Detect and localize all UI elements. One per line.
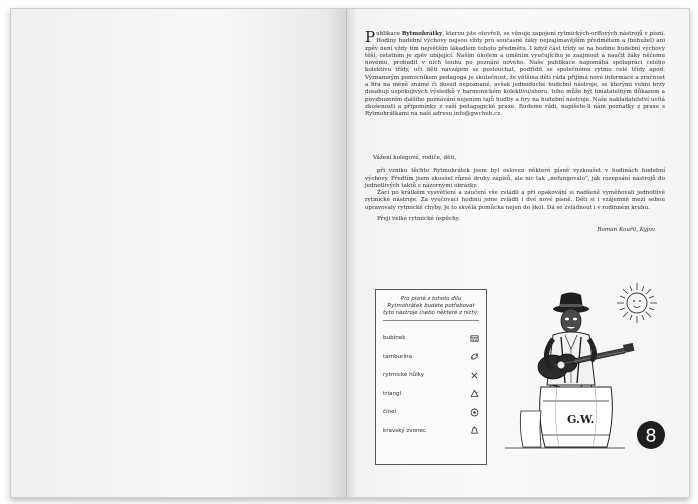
cymbal-icon bbox=[470, 408, 479, 417]
drop-cap: P bbox=[365, 28, 376, 46]
letter-greeting: Vážení kolegové, rodiče, děti, bbox=[373, 155, 457, 161]
barrel-label: G.W. bbox=[567, 413, 595, 426]
left-page-blank bbox=[10, 8, 346, 498]
instrument-label: triangl bbox=[383, 390, 402, 397]
instrument-label: tamburína bbox=[383, 353, 412, 360]
instrument-box-title: Pro písně z tohoto dílu Rytmohrátek budete potřebovat tyto nástroje (nebo některé z nich): bbox=[383, 296, 479, 316]
instrument-item-cowbell bbox=[383, 422, 479, 441]
intro-paragraph bbox=[365, 28, 665, 119]
letter-wishes: Přeji velké rytmické úspěchy. bbox=[377, 216, 460, 223]
instrument-list bbox=[383, 329, 479, 440]
intro-body: , kterou jste otevřeli, se věnuje zapojení rytmických-orffových nástrojů v písni. Hodiny hudební výchovy nejsou vždy pro současné žáky nejzajímavějším předmětem a (bohužel) ani zpěv není vždy tím největším lákadlem tohoto předmětu. I když část třídy se na hodinu hudební výchovy těší, ostatním je zpěv ubíjející. Naším úkolem a uměním vyučujícího je zaujmout a naučit žáky něčemu novému, probudit v nich touhu po poznání nového. Naše publikace napomáhá spolupráci celého kolektivu třídy, učí děti navzájem se poslouchat, podřídit se společnému rytmu celé třídy apod. Významným pomocníkem pedagoga je skutečnost, že většina dětí ráda přijímá nové informace a zručnost a hra na méně známé či dosud nepoznané, avšak jednoduché hudební nástroje, se kterými velmi brzy dosahují uspokojivých výsledků v harmonickém kolektivu/sboru, toho může být hmatatelným důkazem a povzbuzením dalšího poznávání nejenom tajů hudby a hry na hudební nástroje. Naše nakladatelství uvítá zkušenosti a připomínky z vaší pedagogické praxe. Budeme rádi, napíšete-li nám poznatky z praxe s Rytmohrátkami na naší adresu info@gwcheb.cz. bbox=[365, 31, 665, 118]
instrument-label: činel bbox=[383, 409, 397, 416]
rhythm-sticks-icon bbox=[470, 371, 479, 380]
letter-paragraph-1: při vzniku těchto Rytmohrátek jsem byl osloven některé písně vyzkoušet v hodinách hudební výchovy. Předtím jsem zkoušel různé druhy zápisů, ale nic tak „nefungovalo“, jak rozepsání nástrojů do jednotlivých taktů s názornými obrázky. bbox=[365, 168, 665, 189]
volume-number: 8 bbox=[645, 425, 657, 447]
triangle-icon bbox=[470, 389, 479, 398]
letter-signature: Roman Kouřil, Kyjov bbox=[597, 227, 655, 234]
right-page bbox=[346, 8, 690, 498]
instrument-item-rhythm-sticks bbox=[383, 366, 479, 385]
instrument-label: kravský zvonec bbox=[383, 427, 427, 434]
instrument-item-triangle bbox=[383, 385, 479, 404]
intro-lead: ublikace bbox=[376, 31, 401, 37]
instrument-item-drum bbox=[383, 329, 479, 348]
open-booklet bbox=[10, 8, 690, 498]
drum-icon bbox=[470, 334, 479, 343]
tambourine-icon bbox=[470, 352, 479, 361]
letter-paragraph-2: Žáci po krátkém vysvětlení a zaučení vše zvládli a při opakování si nadšeně vyměňovali jednotlivé rytmické nástroje. Za vyučovací hodinu jsme zvládli i dvě nové písně. Děti si i vzájemně mezi sebou opravovaly rytmické chyby. Je to skvělá pomůcka nejen do škol. Dá se zvládnout i v rodinném kruhu. bbox=[365, 190, 665, 211]
letter-section bbox=[365, 155, 665, 235]
musician-illustration bbox=[495, 277, 683, 467]
instrument-box-divider bbox=[383, 320, 479, 321]
sun-icon bbox=[617, 283, 657, 323]
instrument-box bbox=[375, 289, 487, 465]
instrument-item-cymbal bbox=[383, 403, 479, 422]
cowbell-icon bbox=[470, 426, 479, 435]
instrument-label: rytmické hůlky bbox=[383, 372, 425, 379]
instrument-label: bubínek bbox=[383, 335, 406, 342]
instrument-item-tambourine bbox=[383, 348, 479, 367]
brand-name: Rytmohrátky bbox=[401, 31, 443, 37]
